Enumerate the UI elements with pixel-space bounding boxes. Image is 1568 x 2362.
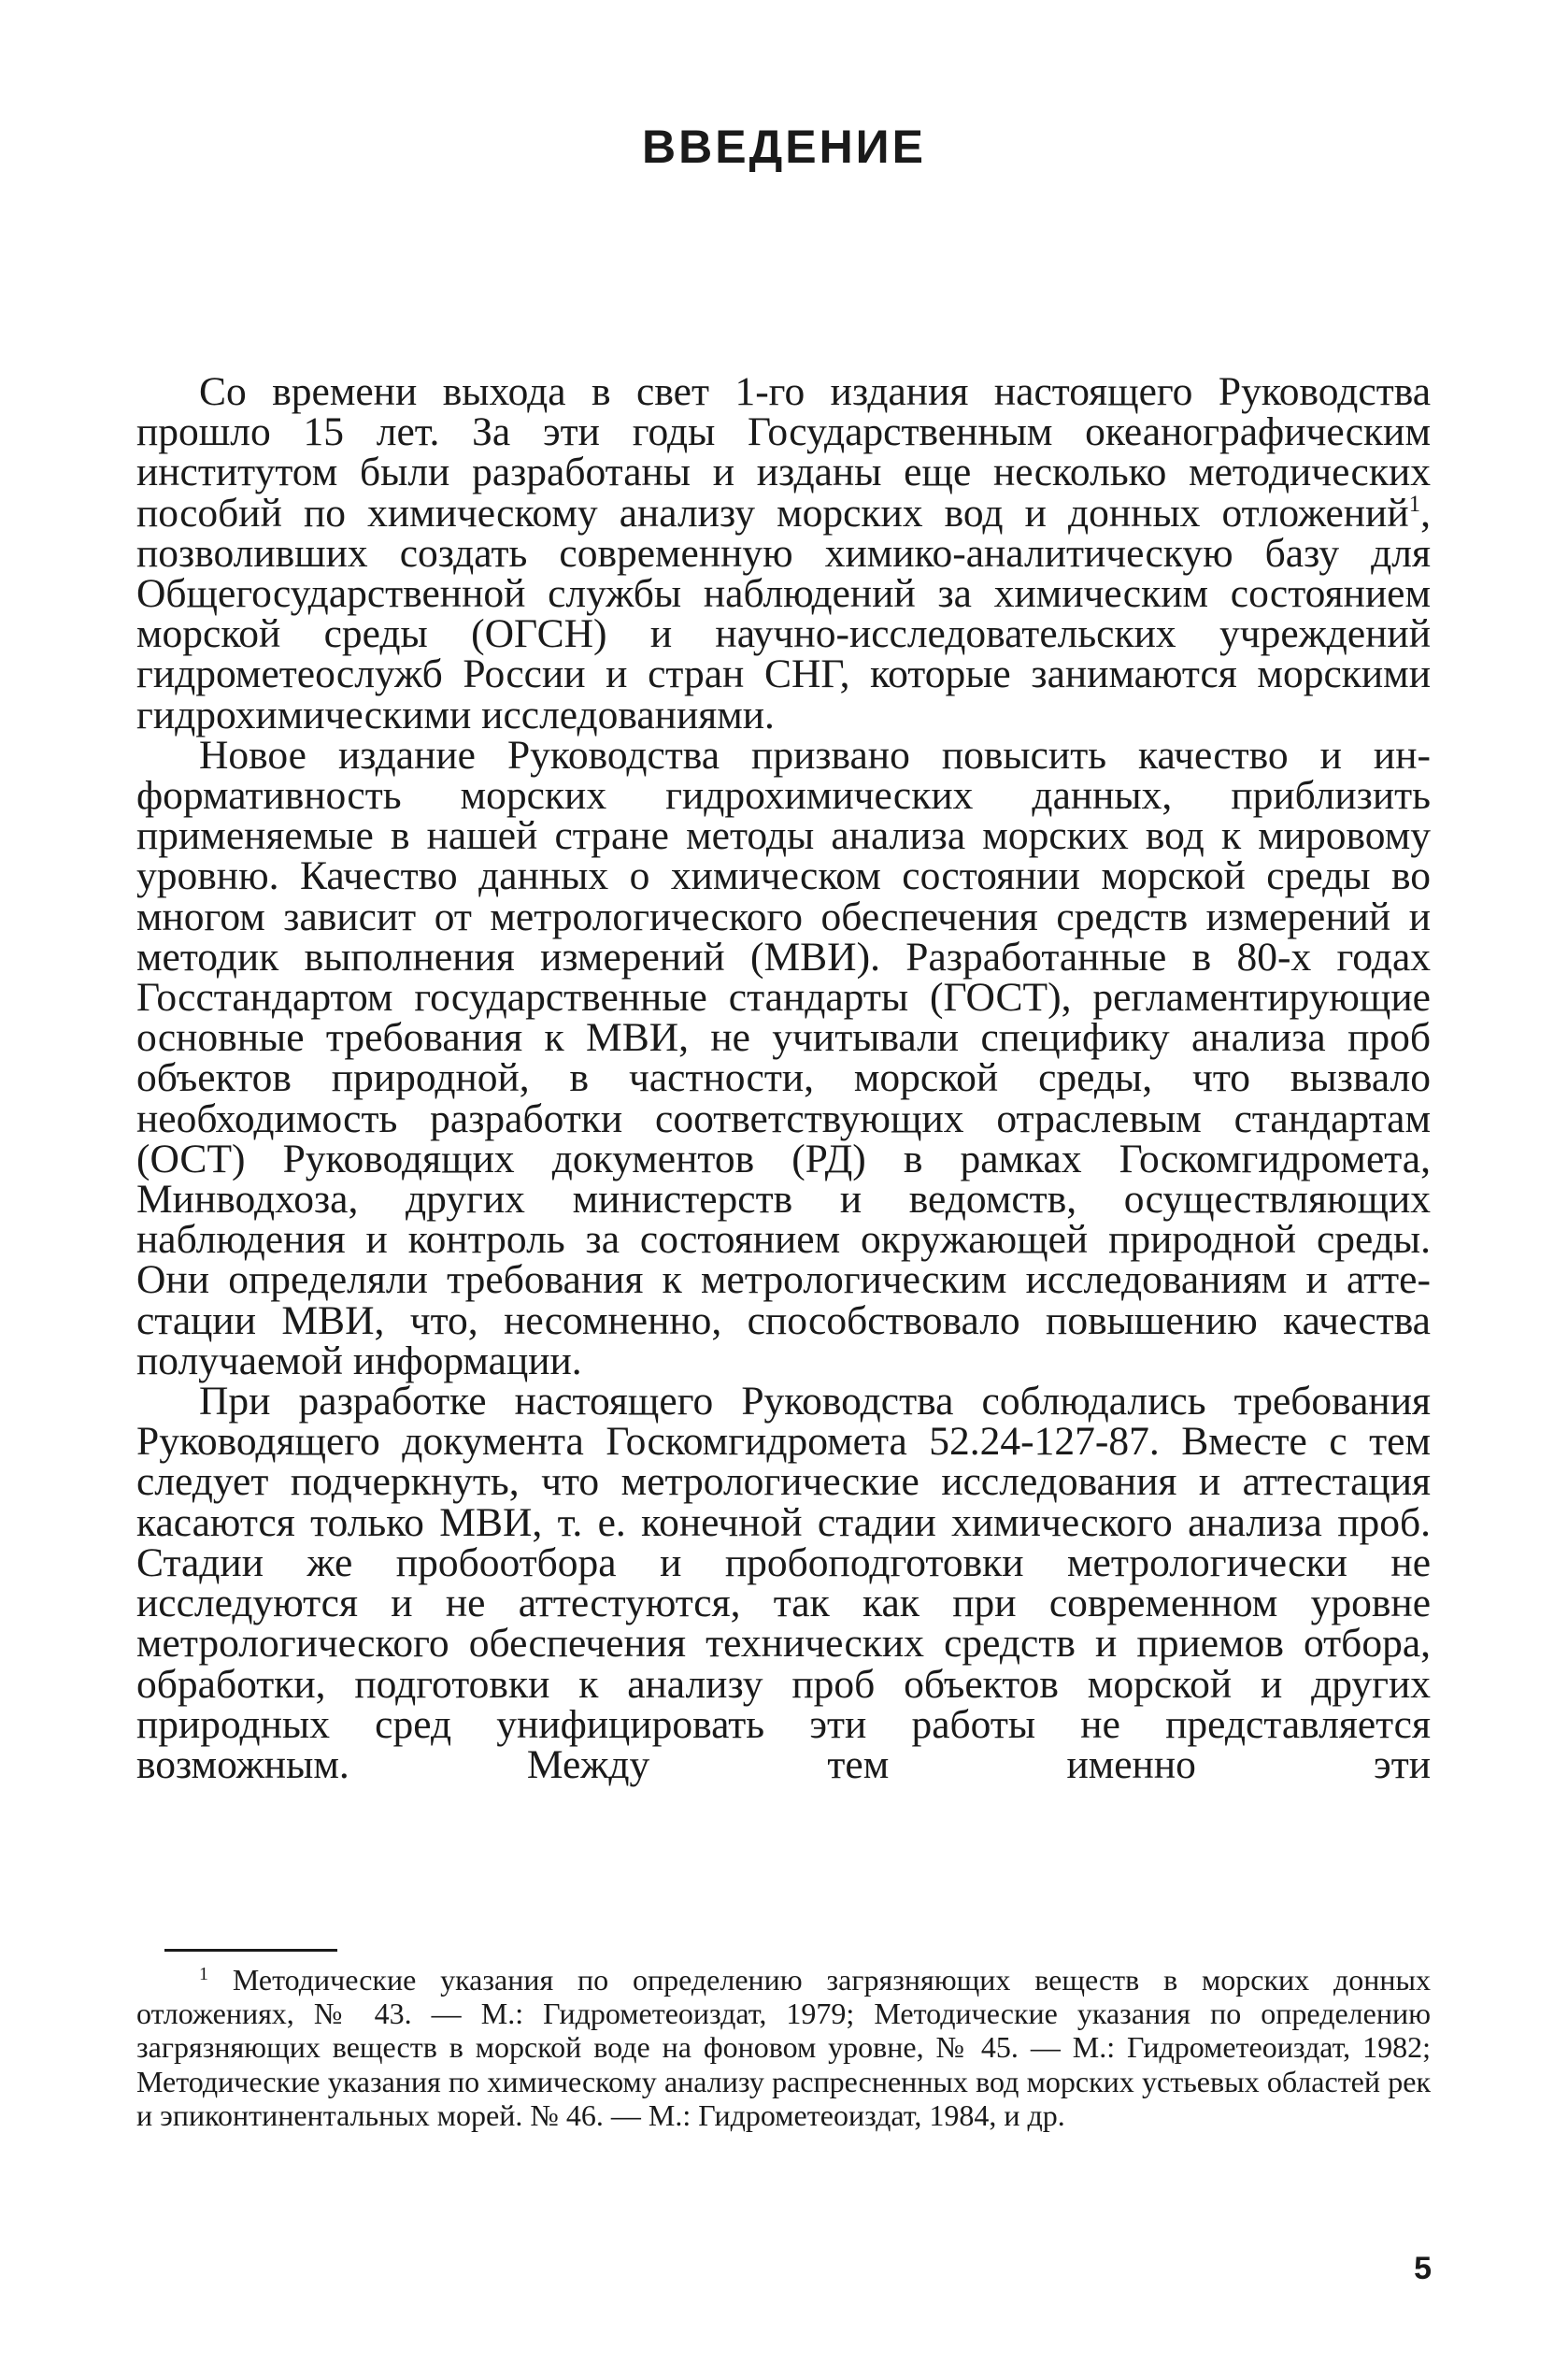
body-text xyxy=(136,369,1431,1787)
paragraph-2: Новое издание Руководства призвано повысить качество и информативность морских гидрохимических данных, приблизить применяемые в нашей стране методы анализа морских вод к мировому уровню. Качество данных о химическом состоянии морской среды во многом зависит от метрологического обеспечения средств измерений и методик выполнения измерений (МВИ). Разработанные в 80-х годах Госстандартом государственные стандарты (ГОСТ), регламентирующие основные требования к МВИ, не учитывали специфику анализа проб объектов природной, в частности, морской среды, что вызвало необходимость разработки соответствующих отраслевым стандартам (ОСТ) Руководящих документов (РД) в рамках Госкомгидромета, Минводхоза, других министерств и ведомств, осуществляющих наблюдения и контроль за состоянием окружающей природной среды. Они определяли требования к метрологическим исследованиям и аттестации МВИ, что, несомненно, способствовало повышению качества получаемой информации. xyxy=(136,732,1431,1383)
paragraph-1-text-start: Со времени выхода в свет 1-го издания настоящего Руководства прошло 15 лет. За эти годы Государственным океанографическим институтом были разработаны и изданы еще несколько методических пособий по химическому анализу морских вод и донных отложений xyxy=(136,369,1431,536)
paragraph-1-text-end: , позволивших создать современную химико-аналитическую базу для Общегосударственной службы наблюдений за химическим состоянием морской среды (ОГСН) и научно-исследовательских учреждений гидрометеослужб России и стран СНГ, которые занимаются морскими гидрохимическими исследованиями. xyxy=(136,490,1431,737)
footnote-divider xyxy=(164,1949,337,1952)
paragraph-3: При разработке настоящего Руководства соблюдались требования Руководящего документа Госкомгидромета 52.24-127-87. Вместе с тем следует подчеркнуть, что метрологические исследования и аттестация касаются только МВИ, т. е. конечной стадии химического анализа проб. Стадии же пробоотбора и пробоподготовки метрологически не исследуются и не аттестуются, так как при современном уровне метрологического обеспечения технических средств и приемов отбора, обработки, подготовки к анализу проб объектов морской и других природных сред унифицировать эти работы не представляется возможным. Между тем именно эти xyxy=(136,1379,1431,1787)
page-number: 5 xyxy=(1414,2251,1432,2286)
footnote xyxy=(136,1963,1431,2132)
paragraph-1 xyxy=(136,369,1431,737)
footnote-marker: 1 xyxy=(199,1964,208,1984)
footnote-text: Методические указания по определению загрязняющих веществ в морских донных отложениях, № 43. — М.: Гидрометеоиздат, 1979; Методические указания по определению загрязняющих веществ в морской воде на фоновом уровне, № 45. — М.: Гидрометеоиздат, 1982; Методические указания по химическому анализу распресненных вод морских устьевых областей рек и эпиконтинентальных морей. № 46. — М.: Гидрометеоиздат, 1984, и др. xyxy=(136,1963,1431,2132)
page-title: ВВЕДЕНИЕ xyxy=(642,121,926,173)
footnote-reference: 1 xyxy=(1408,491,1421,517)
